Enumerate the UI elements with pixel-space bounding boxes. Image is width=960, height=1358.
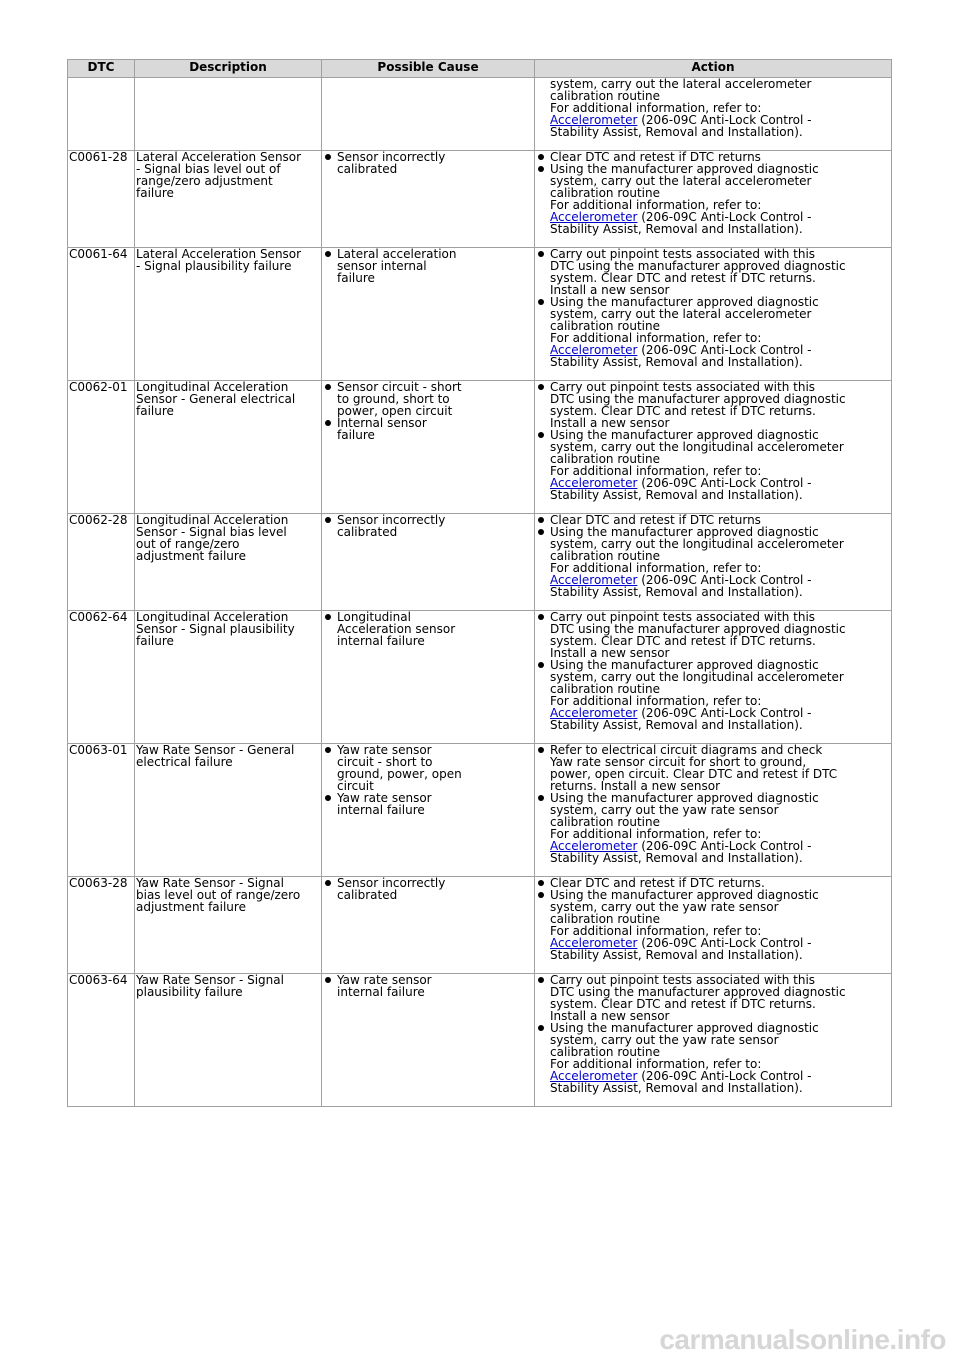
description-line: electrical failure — [136, 755, 233, 769]
table-row — [68, 974, 892, 1107]
action-list — [536, 611, 890, 731]
action-line: system, carry out the longitudinal accelerometer — [550, 440, 844, 454]
reference-tail: (206-09C Anti-Lock Control - — [637, 343, 812, 357]
action-cell — [535, 744, 892, 877]
action-line: Carry out pinpoint tests associated with this — [550, 380, 816, 394]
table-row — [68, 877, 892, 974]
description-cell — [135, 877, 322, 974]
action-line: system. Clear DTC and retest if DTC returns. — [550, 404, 816, 418]
dtc-code-cell: C0063-64 — [68, 974, 135, 1107]
cause-list — [323, 151, 533, 175]
action-line: Using the manufacturer approved diagnostic — [550, 791, 819, 805]
action-item — [536, 974, 890, 1022]
description-cell — [135, 611, 322, 744]
cause-item — [323, 792, 533, 816]
watermark: carmanualsonline.info — [659, 1324, 946, 1355]
description-cell — [135, 248, 322, 381]
cause-line: Yaw rate sensor — [337, 973, 432, 987]
description-line: range/zero adjustment — [136, 174, 273, 188]
action-line: Clear DTC and retest if DTC returns — [550, 150, 761, 164]
description-line: Sensor - Signal bias level — [136, 525, 287, 539]
description-line: Sensor - Signal plausibility — [136, 622, 295, 636]
action-line: For additional information, refer to: — [550, 827, 762, 841]
action-line: Carry out pinpoint tests associated with this — [550, 247, 816, 261]
cause-line: to ground, short to — [337, 392, 450, 406]
cause-list — [323, 744, 533, 816]
action-line: calibration routine — [550, 452, 660, 466]
action-line: calibration routine — [550, 186, 660, 200]
action-line: DTC using the manufacturer approved diagnostic — [550, 392, 846, 406]
action-line: power, open circuit. Clear DTC and retest if DTC — [550, 767, 838, 781]
cause-item — [323, 151, 533, 175]
description-cell — [135, 78, 322, 151]
action-line: system, carry out the lateral accelerometer — [550, 307, 812, 321]
description-line: Lateral Acceleration Sensor — [136, 150, 302, 164]
cause-line: Sensor incorrectly — [337, 513, 446, 527]
action-cell — [535, 514, 892, 611]
cause-item — [323, 974, 533, 998]
action-line: Using the manufacturer approved diagnostic — [550, 162, 819, 176]
description-line: failure — [136, 186, 174, 200]
description-line: Longitudinal Acceleration — [136, 380, 289, 394]
cause-item — [323, 248, 533, 284]
action-line: DTC using the manufacturer approved diagnostic — [550, 985, 846, 999]
action-line: Using the manufacturer approved diagnostic — [550, 525, 819, 539]
description-line: adjustment failure — [136, 900, 246, 914]
action-list — [536, 151, 890, 235]
description-line: - Signal plausibility failure — [136, 259, 292, 273]
action-line: Stability Assist, Removal and Installation). — [550, 585, 803, 599]
action-line: system, carry out the lateral accelerometer — [550, 77, 812, 91]
action-line: system, carry out the yaw rate sensor — [550, 803, 779, 817]
action-item — [536, 744, 890, 792]
cause-item — [323, 417, 533, 441]
action-line: system, carry out the longitudinal accelerometer — [550, 537, 844, 551]
cause-line: calibrated — [337, 525, 398, 539]
description-line: plausibility failure — [136, 985, 243, 999]
action-cell — [535, 974, 892, 1107]
cause-list — [323, 877, 533, 901]
header-description: Description — [135, 60, 322, 78]
cause-line: Sensor circuit - short — [337, 380, 462, 394]
cause-line: Acceleration sensor — [337, 622, 456, 636]
cause-line: failure — [337, 271, 375, 285]
action-item — [536, 526, 890, 598]
action-line: returns. Install a new sensor — [550, 779, 721, 793]
action-item — [536, 659, 890, 731]
header-possible-cause: Possible Cause — [322, 60, 535, 78]
action-line: calibration routine — [550, 815, 660, 829]
table-row — [68, 248, 892, 381]
action-line: calibration routine — [550, 549, 660, 563]
action-item — [536, 381, 890, 429]
cause-line: ground, power, open — [337, 767, 462, 781]
action-cell — [535, 248, 892, 381]
action-line: For additional information, refer to: — [550, 331, 762, 345]
cause-line: circuit — [337, 779, 374, 793]
cause-line: Yaw rate sensor — [337, 743, 432, 757]
dtc-code-cell: C0062-28 — [68, 514, 135, 611]
action-cell — [535, 151, 892, 248]
reference-tail: (206-09C Anti-Lock Control - — [637, 936, 812, 950]
action-line: For additional information, refer to: — [550, 694, 762, 708]
accelerometer-link[interactable]: Accelerometer — [550, 573, 638, 587]
action-list — [536, 744, 890, 864]
cause-line: Internal sensor — [337, 416, 427, 430]
action-line: For additional information, refer to: — [550, 464, 762, 478]
reference-tail: (206-09C Anti-Lock Control - — [637, 1069, 812, 1083]
cause-line: sensor internal — [337, 259, 427, 273]
action-line: calibration routine — [550, 1045, 660, 1059]
action-line: Stability Assist, Removal and Installation). — [550, 355, 803, 369]
reference-tail: (206-09C Anti-Lock Control - — [637, 113, 812, 127]
action-line: For additional information, refer to: — [550, 1057, 762, 1071]
cause-line: failure — [337, 428, 375, 442]
action-line: DTC using the manufacturer approved diagnostic — [550, 622, 846, 636]
cause-line: Yaw rate sensor — [337, 791, 432, 805]
description-line: failure — [136, 634, 174, 648]
cause-line: Lateral acceleration — [337, 247, 457, 261]
dtc-code-cell: C0062-64 — [68, 611, 135, 744]
action-list — [536, 514, 890, 598]
action-line: system, carry out the lateral accelerometer — [550, 174, 812, 188]
cause-item — [323, 381, 533, 417]
reference-tail: (206-09C Anti-Lock Control - — [637, 573, 812, 587]
description-line: bias level out of range/zero — [136, 888, 301, 902]
description-line: Sensor - General electrical — [136, 392, 296, 406]
cause-list — [323, 514, 533, 538]
reference-tail: (206-09C Anti-Lock Control - — [637, 706, 812, 720]
action-line: For additional information, refer to: — [550, 198, 762, 212]
table-row — [68, 151, 892, 248]
action-line: For additional information, refer to: — [550, 561, 762, 575]
description-line: Longitudinal Acceleration — [136, 513, 289, 527]
action-item — [536, 248, 890, 296]
dtc-table — [67, 59, 892, 1107]
cause-cell — [322, 248, 535, 381]
action-line: Refer to electrical circuit diagrams and check — [550, 743, 823, 757]
description-line: Yaw Rate Sensor - General — [136, 743, 295, 757]
dtc-cell — [68, 78, 135, 151]
description-line: adjustment failure — [136, 549, 246, 563]
reference-tail: (206-09C Anti-Lock Control - — [637, 839, 812, 853]
cause-line: internal failure — [337, 634, 425, 648]
action-line: Clear DTC and retest if DTC returns. — [550, 876, 765, 890]
header-action: Action — [535, 60, 892, 78]
table-row-continuation — [68, 78, 892, 151]
cause-line: calibrated — [337, 888, 398, 902]
cause-list — [323, 381, 533, 441]
action-line: system. Clear DTC and retest if DTC returns. — [550, 997, 816, 1011]
action-cell — [535, 611, 892, 744]
action-line: system. Clear DTC and retest if DTC returns. — [550, 271, 816, 285]
accelerometer-link[interactable]: Accelerometer — [550, 1069, 638, 1083]
action-item — [536, 889, 890, 961]
action-line: Stability Assist, Removal and Installation). — [550, 948, 803, 962]
cause-line: internal failure — [337, 803, 425, 817]
accelerometer-link[interactable]: Accelerometer — [550, 839, 638, 853]
accelerometer-link[interactable]: Accelerometer — [550, 706, 638, 720]
action-item — [536, 296, 890, 368]
action-list — [536, 974, 890, 1094]
action-item — [536, 611, 890, 659]
action-line: Stability Assist, Removal and Installation). — [550, 1081, 803, 1095]
accelerometer-link[interactable]: Accelerometer — [550, 343, 638, 357]
cause-list — [323, 248, 533, 284]
cause-cell — [322, 78, 535, 151]
dtc-code-cell: C0063-28 — [68, 877, 135, 974]
description-line: out of range/zero — [136, 537, 240, 551]
accelerometer-link[interactable]: Accelerometer — [550, 936, 638, 950]
action-line: Stability Assist, Removal and Installation). — [550, 488, 803, 502]
action-line: calibration routine — [550, 682, 660, 696]
description-cell — [135, 514, 322, 611]
cause-item — [323, 744, 533, 792]
action-cell — [535, 877, 892, 974]
action-list — [536, 381, 890, 501]
action-line: Stability Assist, Removal and Installation). — [550, 125, 803, 139]
cause-list — [323, 611, 533, 647]
action-line: For additional information, refer to: — [550, 924, 762, 938]
description-cell — [135, 151, 322, 248]
action-line: calibration routine — [550, 912, 660, 926]
action-line: Install a new sensor — [550, 283, 670, 297]
action-item — [536, 429, 890, 501]
dtc-code-cell: C0063-01 — [68, 744, 135, 877]
cause-line: Sensor incorrectly — [337, 876, 446, 890]
action-list — [536, 877, 890, 961]
cause-cell — [322, 381, 535, 514]
dtc-code-cell: C0062-01 — [68, 381, 135, 514]
action-line: Yaw rate sensor circuit for short to ground, — [550, 755, 807, 769]
action-line: Stability Assist, Removal and Installation). — [550, 851, 803, 865]
action-line: Using the manufacturer approved diagnostic — [550, 1021, 819, 1035]
description-cell — [135, 744, 322, 877]
action-line: Using the manufacturer approved diagnostic — [550, 295, 819, 309]
action-item — [536, 1022, 890, 1094]
action-line: Stability Assist, Removal and Installation). — [550, 222, 803, 236]
action-line: system, carry out the yaw rate sensor — [550, 1033, 779, 1047]
description-line: failure — [136, 404, 174, 418]
header-dtc: DTC — [68, 60, 135, 78]
action-cell — [535, 78, 892, 151]
cause-cell — [322, 514, 535, 611]
table-row — [68, 381, 892, 514]
action-line: system, carry out the longitudinal accelerometer — [550, 670, 844, 684]
cause-cell — [322, 611, 535, 744]
cause-cell — [322, 151, 535, 248]
action-line: Carry out pinpoint tests associated with this — [550, 973, 816, 987]
action-list — [536, 248, 890, 368]
action-line: Using the manufacturer approved diagnostic — [550, 658, 819, 672]
cause-cell — [322, 877, 535, 974]
reference-tail: (206-09C Anti-Lock Control - — [637, 476, 812, 490]
action-line: Install a new sensor — [550, 1009, 670, 1023]
table-header-row — [68, 60, 892, 78]
cause-line: circuit - short to — [337, 755, 433, 769]
action-item — [536, 163, 890, 235]
cause-item — [323, 514, 533, 538]
accelerometer-link[interactable]: Accelerometer — [550, 476, 638, 490]
reference-tail: (206-09C Anti-Lock Control - — [637, 210, 812, 224]
description-cell — [135, 974, 322, 1107]
table-row — [68, 514, 892, 611]
action-line: Install a new sensor — [550, 416, 670, 430]
accelerometer-link[interactable]: Accelerometer — [550, 210, 638, 224]
action-line: system, carry out the yaw rate sensor — [550, 900, 779, 914]
action-item — [536, 792, 890, 864]
cause-line: calibrated — [337, 162, 398, 176]
description-line: Lateral Acceleration Sensor — [136, 247, 302, 261]
action-line: system. Clear DTC and retest if DTC returns. — [550, 634, 816, 648]
description-line: Yaw Rate Sensor - Signal — [136, 876, 284, 890]
action-line: Carry out pinpoint tests associated with this — [550, 610, 816, 624]
cause-item — [323, 611, 533, 647]
action-cell — [535, 381, 892, 514]
cause-cell — [322, 744, 535, 877]
cause-line: power, open circuit — [337, 404, 453, 418]
cause-line: Sensor incorrectly — [337, 150, 446, 164]
description-line: - Signal bias level out of — [136, 162, 281, 176]
action-line: calibration routine — [550, 89, 660, 103]
description-line: Yaw Rate Sensor - Signal — [136, 973, 284, 987]
action-line: Using the manufacturer approved diagnostic — [550, 888, 819, 902]
action-line: DTC using the manufacturer approved diagnostic — [550, 259, 846, 273]
cause-item — [323, 877, 533, 901]
table-row — [68, 611, 892, 744]
description-cell — [135, 381, 322, 514]
dtc-code-cell: C0061-64 — [68, 248, 135, 381]
cause-line: internal failure — [337, 985, 425, 999]
action-line: calibration routine — [550, 319, 660, 333]
cause-line: Longitudinal — [337, 610, 411, 624]
dtc-code-cell: C0061-28 — [68, 151, 135, 248]
action-line: Install a new sensor — [550, 646, 670, 660]
cause-cell — [322, 974, 535, 1107]
description-line: Longitudinal Acceleration — [136, 610, 289, 624]
table-row — [68, 744, 892, 877]
action-line: Stability Assist, Removal and Installation). — [550, 718, 803, 732]
action-line: Using the manufacturer approved diagnostic — [550, 428, 819, 442]
action-line: Clear DTC and retest if DTC returns — [550, 513, 761, 527]
action-line: For additional information, refer to: — [550, 101, 762, 115]
cause-list — [323, 974, 533, 998]
accelerometer-link[interactable]: Accelerometer — [550, 113, 638, 127]
